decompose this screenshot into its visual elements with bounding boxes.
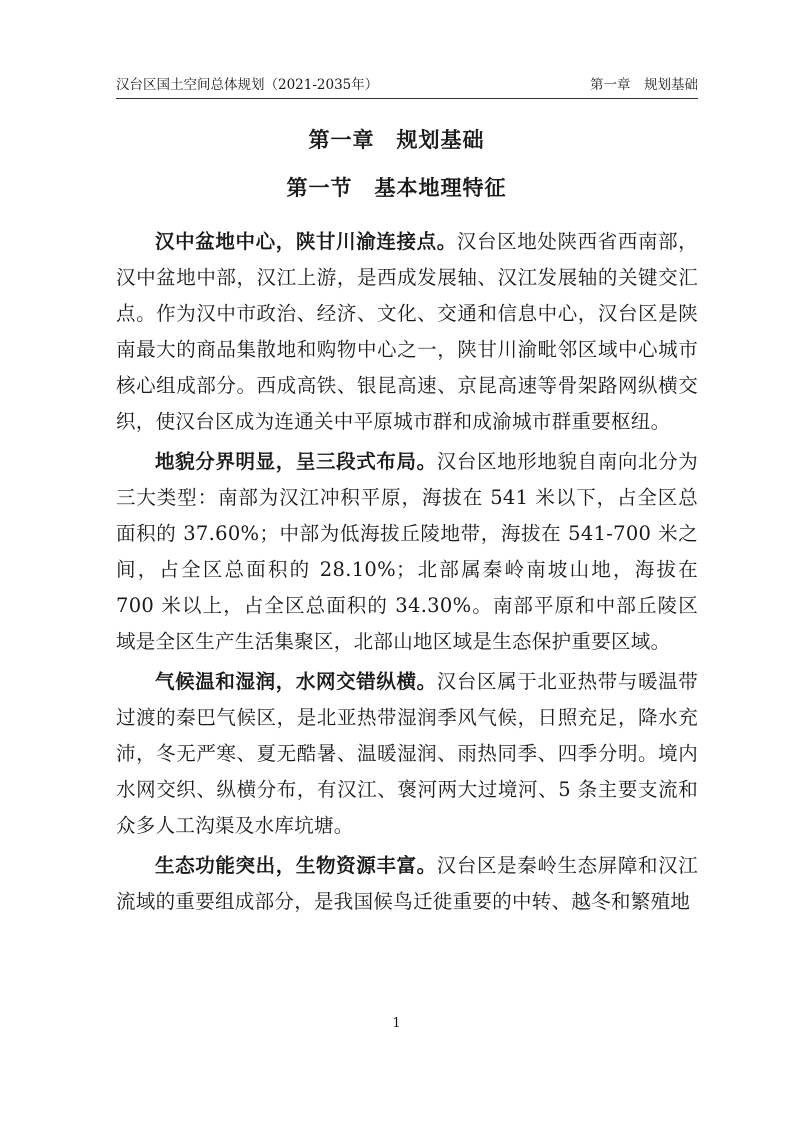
paragraph-lead: 汉中盆地中心，陕甘川渝连接点。	[155, 230, 457, 253]
paragraph-ecology	[116, 848, 698, 920]
chapter-title: 第一章 规划基础	[308, 128, 485, 152]
paragraph-text: 汉台区地形地貌自南向北分为三大类型：南部为汉江冲积平原，海拔在 541 米以下，占全区总面积的 37.60%；中部为低海拔丘陵地带，海拔在 541-700 米之间，占全区总面积的 28.10%；北部属秦岭南坡山地，海拔在 700 米以上，占全区总面积的 34.30%。南部平原和中部丘陵区域是全区生产生活集聚区，北部山地区域是生态保护重要区域。	[116, 450, 698, 653]
header-chapter-title: 第一章 规划基础	[590, 77, 698, 93]
paragraph-location	[116, 224, 698, 440]
paragraph-lead: 气候温和湿润，水网交错纵横。	[155, 670, 437, 693]
header-document-title: 汉台区国土空间总体规划（2021-2035年）	[116, 77, 379, 93]
paragraph-text: 汉台区地处陕西省西南部，汉中盆地中部，汉江上游，是西成发展轴、汉江发展轴的关键交汇点。作为汉中市政治、经济、文化、交通和信息中心，汉台区是陕南最大的商品集散地和购物中心之一，陕甘川渝毗邻区域中心城市核心组成部分。西成高铁、银昆高速、京昆高速等骨架路网纵横交织，使汉台区成为连通关中平原城市群和成渝城市群重要枢纽。	[116, 230, 698, 433]
page-header	[116, 76, 698, 99]
paragraph-climate	[116, 664, 698, 844]
section-title: 第一节 基本地理特征	[286, 176, 507, 200]
paragraph-lead: 地貌分界明显，呈三段式布局。	[155, 450, 437, 473]
page-number: 1	[392, 1016, 401, 1031]
paragraph-lead: 生态功能突出，生物资源丰富。	[155, 854, 437, 877]
paragraph-text: 汉台区属于北亚热带与暖温带过渡的秦巴气候区，是北亚热带湿润季风气候，日照充足，降水充沛，冬无严寒、夏无酷暑、温暖湿润、雨热同季、四季分明。境内水网交织、纵横分布，有汉江、褒河两大过境河、5 条主要支流和众多人工沟渠及水库坑塘。	[116, 670, 698, 837]
paragraph-text: 汉台区是秦岭生态屏障和汉江流域的重要组成部分，是我国候鸟迁徙重要的中转、越冬和繁殖地	[116, 854, 698, 913]
body-text	[116, 224, 698, 924]
paragraph-landform	[116, 444, 698, 660]
